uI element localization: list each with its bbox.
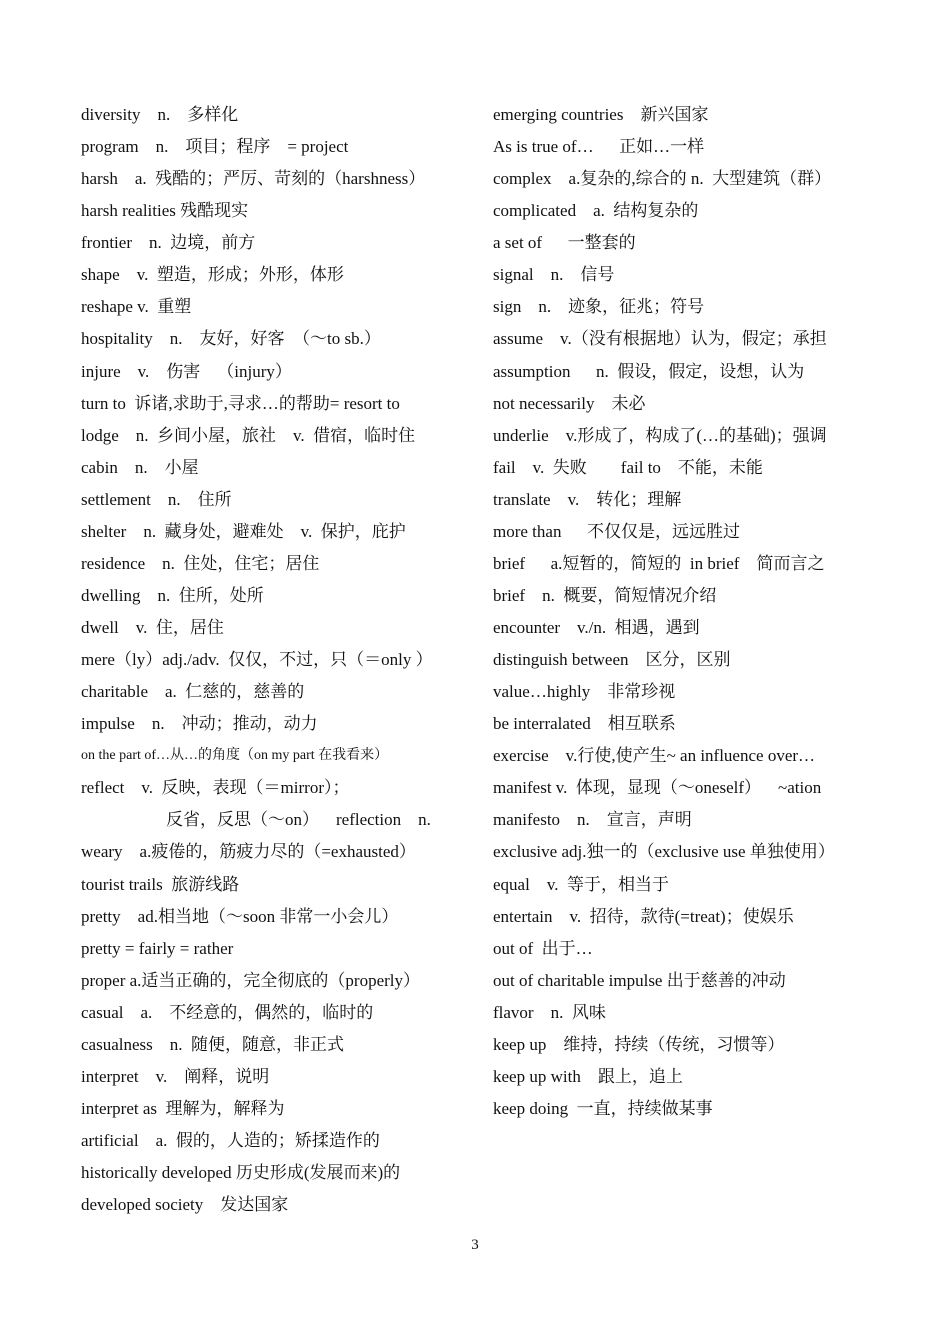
- vocab-entry: harsh realities 残酷现实: [81, 201, 249, 221]
- vocab-entry: more than 不仅仅是，远远胜过: [493, 521, 740, 541]
- vocab-entry: assumption n. 假设，假定，设想，认为: [493, 361, 805, 381]
- vocab-entry: distinguish between 区分，区别: [493, 650, 731, 670]
- vocab-entry: reshape v. 重塑: [81, 297, 192, 317]
- vocab-entry: interpret as 理解为，解释为: [81, 1098, 285, 1118]
- vocab-entry: on the part of…从…的角度（on my part 在我看来）: [81, 748, 389, 764]
- vocab-entry: As is true of… 正如…一样: [493, 137, 705, 157]
- vocab-entry: interpret v. 阐释，说明: [81, 1066, 270, 1086]
- vocab-entry: signal n. 信号: [493, 265, 615, 285]
- vocab-entry: charitable a. 仁慈的，慈善的: [81, 682, 305, 702]
- vocab-entry: proper a.适当正确的，完全彻底的（properly）: [81, 970, 421, 990]
- vocab-entry: settlement n. 住所: [81, 489, 232, 509]
- vocab-entry: encounter v./n. 相遇，遇到: [493, 618, 700, 637]
- vocab-entry: fail v. 失败 fail to 不能，未能: [493, 457, 763, 477]
- vocab-entry: value…highly 非常珍视: [493, 682, 676, 702]
- vocab-entry: brief a.短暂的，简短的 in brief 简而言之: [493, 553, 825, 573]
- vocab-entry: developed society 发达国家: [81, 1195, 289, 1215]
- vocab-entry: dwell v. 住，居住: [81, 618, 224, 637]
- vocab-entry: complex a.复杂的,综合的 n. 大型建筑（群）: [493, 169, 832, 189]
- vocab-entry: entertain v. 招待，款待(=treat)；使娱乐: [493, 906, 794, 926]
- vocab-entry: mere（ly）adj./adv. 仅仅，不过，只（＝only ）: [81, 650, 433, 670]
- vocab-entry: harsh a. 残酷的；严厉、苛刻的（harshness）: [81, 169, 426, 189]
- vocab-entry: shelter n. 藏身处，避难处 v. 保护，庇护: [81, 521, 406, 541]
- vocab-entry: brief n. 概要，简短情况介绍: [493, 585, 717, 605]
- vocab-entry: weary a.疲倦的，筋疲力尽的（=exhausted）: [81, 842, 416, 862]
- vocab-entry: flavor n. 风味: [493, 1002, 606, 1022]
- vocab-entry: complicated a. 结构复杂的: [493, 201, 699, 221]
- vocab-entry: keep up with 跟上，追上: [493, 1066, 683, 1086]
- vocab-entry: program n. 项目；程序 = project: [81, 137, 349, 157]
- vocab-entry: underlie v.形成了，构成了(…的基础)；强调: [493, 425, 827, 445]
- vocab-entry: dwelling n. 住所，处所: [81, 585, 264, 605]
- vocab-entry: artificial a. 假的，人造的；矫揉造作的: [81, 1131, 380, 1150]
- vocab-entry: out of charitable impulse 出于慈善的冲动: [493, 970, 786, 990]
- vocab-entry: exclusive adj.独一的（exclusive use 单独使用）: [493, 842, 835, 862]
- vocab-entry: reflect v. 反映，表现（＝mirror）；: [81, 778, 350, 798]
- vocab-entry: historically developed 历史形成(发展而来)的: [81, 1163, 401, 1183]
- vocab-entry: hospitality n. 友好，好客 （～to sb.）: [81, 329, 381, 349]
- vocab-entry: pretty = fairly = rather: [81, 938, 234, 958]
- vocab-entry: tourist trails 旅游线路: [81, 874, 240, 894]
- vocab-entry: lodge n. 乡间小屋，旅社 v. 借宿，临时住: [81, 425, 416, 445]
- vocab-entry: assume v.（没有根据地）认为，假定；承担: [493, 329, 827, 349]
- vocabulary-column-right: [493, 99, 878, 1125]
- vocab-entry: emerging countries 新兴国家: [493, 105, 709, 124]
- vocab-entry: casual a. 不经意的，偶然的，临时的: [81, 1002, 374, 1022]
- vocab-entry: keep doing 一直，持续做某事: [493, 1098, 713, 1118]
- vocab-entry: turn to 诉诸,求助于,寻求…的帮助= resort to: [81, 393, 400, 413]
- vocab-entry: pretty ad.相当地（～soon 非常一小会儿）: [81, 906, 399, 926]
- vocab-entry: diversity n. 多样化: [81, 105, 239, 124]
- vocab-entry: injure v. 伤害 （injury）: [81, 361, 292, 381]
- vocab-entry: residence n. 住处，住宅；居住: [81, 553, 320, 573]
- vocab-entry: not necessarily 未必: [493, 393, 646, 413]
- vocab-entry: casualness n. 随便，随意，非正式: [81, 1034, 345, 1054]
- vocab-entry: impulse n. 冲动；推动，动力: [81, 714, 318, 734]
- vocab-entry: keep up 维持，持续（传统，习惯等）: [493, 1034, 785, 1054]
- vocab-entry: frontier n. 边境，前方: [81, 233, 256, 253]
- vocab-entry: exercise v.行使,使产生~ an influence over…: [493, 746, 816, 766]
- vocab-entry: out of 出于…: [493, 938, 593, 958]
- vocab-entry: a set of 一整套的: [493, 233, 636, 253]
- vocab-entry: translate v. 转化；理解: [493, 489, 682, 509]
- vocab-entry: be interralated 相互联系: [493, 714, 676, 734]
- page-number: 3: [471, 1237, 479, 1253]
- vocab-entry: manifest v. 体现，显现（～oneself） ~ation: [493, 778, 822, 798]
- vocabulary-column-left: [81, 99, 466, 1221]
- vocab-entry: shape v. 塑造，形成；外形，体形: [81, 265, 344, 285]
- vocab-entry: cabin n. 小屋: [81, 457, 199, 477]
- vocab-entry: equal v. 等于，相当于: [493, 874, 669, 894]
- vocab-entry: manifesto n. 宣言，声明: [493, 810, 692, 830]
- vocab-entry: 反省，反思（～on） reflection n.: [81, 810, 431, 830]
- vocab-entry: sign n. 迹象，征兆；符号: [493, 297, 705, 317]
